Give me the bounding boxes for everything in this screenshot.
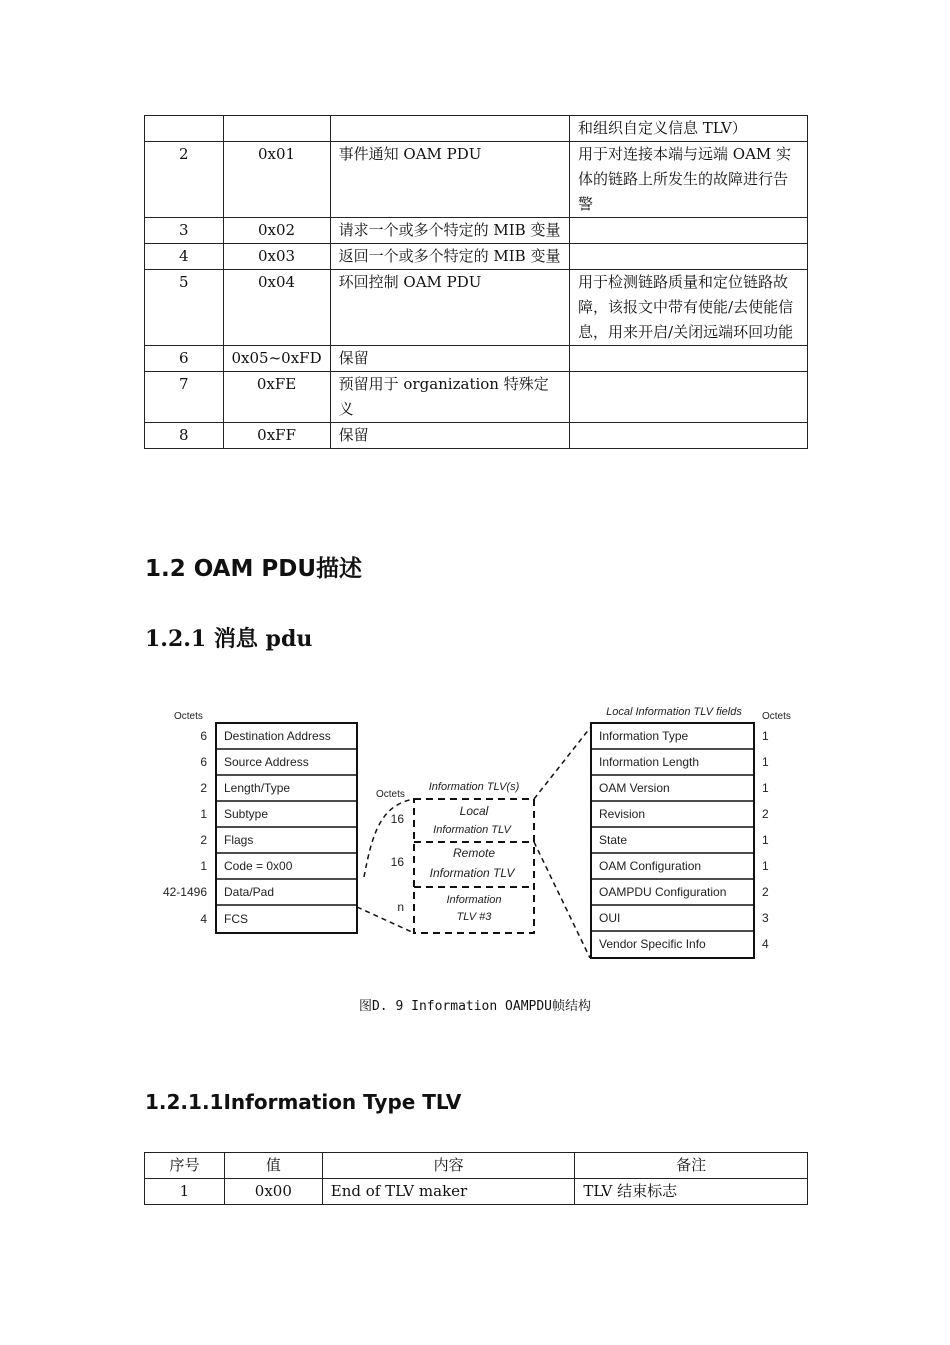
table-cell: 保留 [330,346,569,372]
table-cell: 2 [145,142,224,218]
table-cell: 4 [145,244,224,270]
left-field-label: Flags [224,833,254,847]
right-field-label: Vendor Specific Info [599,937,706,951]
table-cell: 0x01 [223,142,330,218]
table-row [145,346,808,372]
table-cell: 0x04 [223,270,330,346]
table-cell: 0x03 [223,244,330,270]
table-cell: 0xFE [223,372,330,423]
mid-field-line: Information TLV [429,866,515,880]
right-field-octets: 1 [762,859,769,873]
right-field-octets: 2 [762,885,769,899]
table-row [145,1179,808,1205]
left-field-label: Destination Address [224,729,331,743]
subsection-heading: 1.2.1 消息 pdu [145,626,313,652]
mid-field-octets: 16 [390,855,404,869]
table-cell: 0x00 [224,1179,322,1205]
mid-field-octets: n [397,900,404,914]
table-cell: 环回控制 OAM PDU [330,270,569,346]
table-cell [570,218,808,244]
right-field-label: OAMPDU Configuration [599,885,727,899]
right-field-label: OAM Version [599,781,670,795]
table-header-cell: 序号 [145,1153,225,1179]
table-header-cell: 值 [224,1153,322,1179]
right-title: Local Information TLV fields [606,706,742,718]
right-field-label: Information Type [599,729,689,743]
table-cell: 5 [145,270,224,346]
table-cell: 返回一个或多个特定的 MIB 变量 [330,244,569,270]
left-field-octets: 1 [200,807,207,821]
table-cell: TLV 结束标志 [575,1179,808,1205]
left-field-label: Data/Pad [224,885,275,899]
connector-lines [357,728,590,958]
mid-field-octets: 16 [390,812,404,826]
right-field-label: State [599,833,628,847]
table-row [145,116,808,142]
table-cell: 1 [145,1179,225,1205]
table-cell [330,116,569,142]
table-cell: 保留 [330,423,569,449]
table-cell: 预留用于 organization 特殊定义 [330,372,569,423]
table-cell [223,116,330,142]
mid-octets-header: Octets [376,789,405,800]
right-field-octets: 1 [762,833,769,847]
table-cell: 0x05~0xFD [223,346,330,372]
subsubsection-heading: 1.2.1.1Information Type TLV [145,1090,462,1114]
table-cell: 7 [145,372,224,423]
left-field-octets: 1 [200,859,207,873]
table-cell: 6 [145,346,224,372]
table-cell [570,372,808,423]
left-field-label: Source Address [224,755,309,769]
left-field-octets: 6 [200,729,207,743]
table-cell: 和组织自定义信息 TLV） [570,116,808,142]
table-cell: 事件通知 OAM PDU [330,142,569,218]
left-field-label: Length/Type [224,781,291,795]
pdu-code-table [144,115,808,449]
table-header-cell: 备注 [575,1153,808,1179]
right-field-label: OUI [599,911,621,925]
table-cell: 0x02 [223,218,330,244]
right-field-label: OAM Configuration [599,859,702,873]
left-field-label: FCS [224,912,248,926]
right-field-octets: 3 [762,911,769,925]
table-cell: 0xFF [223,423,330,449]
table-header-row [145,1153,808,1179]
right-field-octets: 2 [762,807,769,821]
table-row [145,218,808,244]
table-cell [570,346,808,372]
table-row [145,372,808,423]
table-row [145,142,808,218]
mid-field-line: Local [459,804,489,818]
info-type-table [144,1152,808,1205]
section-heading: 1.2 OAM PDU描述 [145,556,363,582]
right-octets-header: Octets [762,711,791,722]
table-cell [570,423,808,449]
right-field-octets: 1 [762,781,769,795]
table-row [145,270,808,346]
left-field-octets: 6 [200,755,207,769]
right-field-label: Revision [599,807,646,821]
mid-field-line: Remote [452,846,496,860]
table-header-cell: 内容 [322,1153,575,1179]
mid-field-line: Information [446,894,502,906]
left-field-octets: 2 [200,781,207,795]
mid-title: Information TLV(s) [428,781,520,793]
right-field-label: Information Length [599,755,700,769]
table-cell [570,244,808,270]
table-cell: 用于对连接本端与远端 OAM 实体的链路上所发生的故障进行告警 [570,142,808,218]
table-cell: 请求一个或多个特定的 MIB 变量 [330,218,569,244]
table-cell: 3 [145,218,224,244]
right-field-octets: 1 [762,755,769,769]
mid-field-line: TLV #3 [456,911,492,923]
table-cell [145,116,224,142]
table-row [145,244,808,270]
left-field-label: Subtype [224,807,269,821]
left-field-octets: 2 [200,833,207,847]
right-field-octets: 4 [762,937,769,951]
left-octets-header: Octets [174,711,203,722]
mid-field-line: Information TLV [433,824,511,836]
left-field-octets: 42-1496 [162,885,207,899]
figure-caption: 图D. 9 Information OAMPDU帧结构 [358,999,591,1014]
table-cell: 用于检测链路质量和定位链路故障，该报文中带有使能/去使能信息，用来开启/关闭远端环回功能 [570,270,808,346]
table-cell: 8 [145,423,224,449]
left-field-label: Code = 0x00 [224,859,293,873]
oampdu-frame-diagram [150,695,800,970]
table-row [145,423,808,449]
table-cell: End of TLV maker [322,1179,575,1205]
left-field-octets: 4 [200,912,207,926]
right-field-octets: 1 [762,729,769,743]
